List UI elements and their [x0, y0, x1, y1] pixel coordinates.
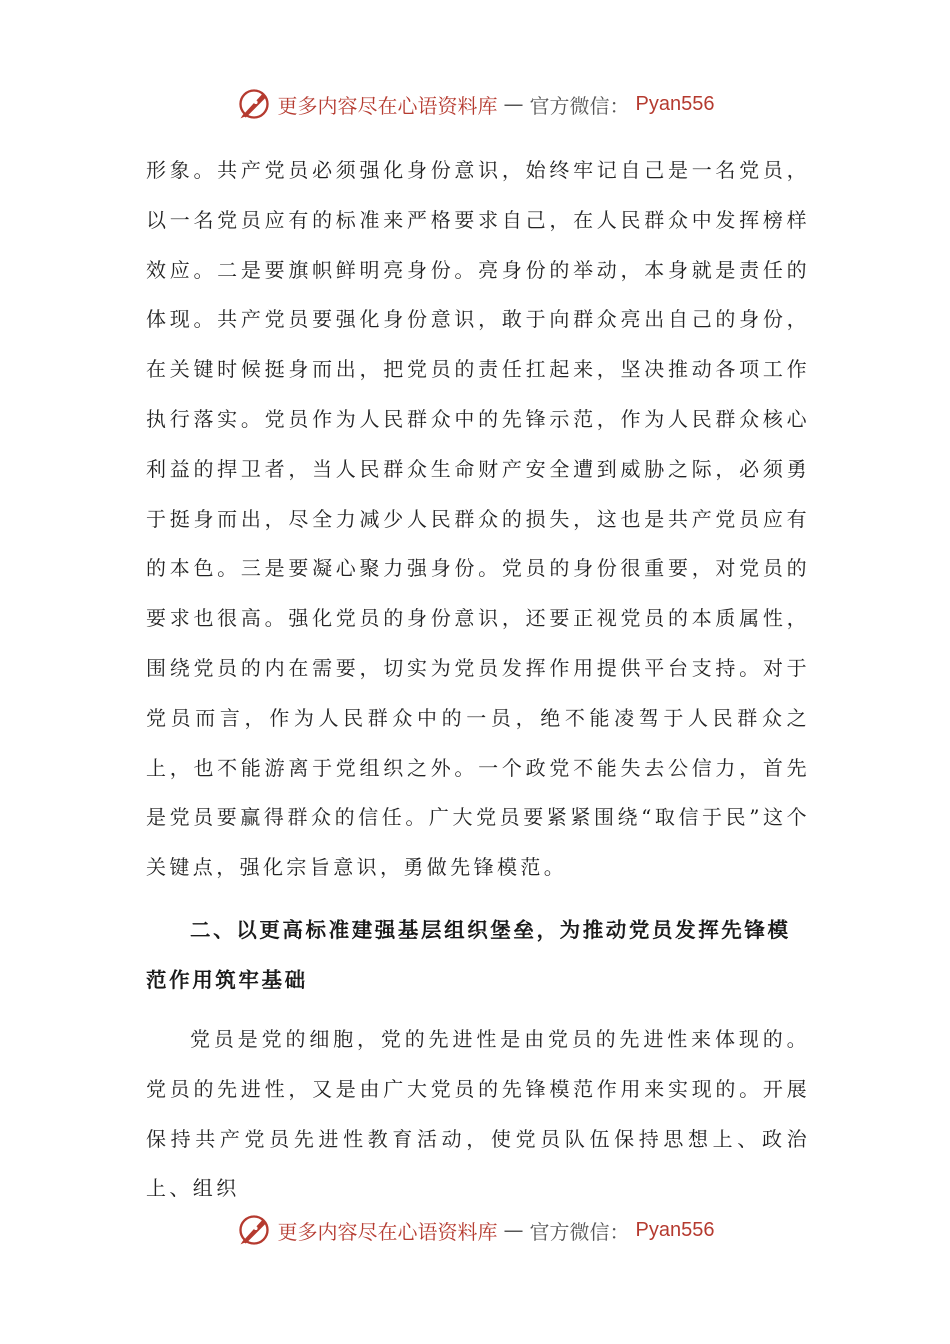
header-watermark	[0, 84, 950, 124]
body-paragraph-2: 党员是党的细胞，党的先进性是由党员的先进性来体现的。党员的先进性，又是由广大党员的先锋模范作用来实现的。开展保持共产党员先进性教育活动，使党员队伍保持思想上、政治上、组织	[146, 1026, 810, 1201]
banner-dash: —	[503, 92, 524, 116]
banner-label: 官方微信：	[529, 93, 630, 118]
body-paragraph-1: 形象。共产党员必须强化身份意识，始终牢记自己是一名党员，以一名党员应有的标准来严格要求自己，在人民群众中发挥榜样效应。二是要旗帜鲜明亮身份。亮身份的举动，本身就是责任的体现。共产党员要强化身份意识，敢于向群众亮出自己的身份，在关键时候挺身而出，把党员的责任扛起来，坚决推动各项工作执行落实。党员作为人民群众中的先锋示范，作为人民群众核心利益的捍卫者，当人民群众生命财产安全遭到威胁之际，必须勇于挺身而出，尽全力减少人民群众的损失，这也是共产党员应有的本色。三是要凝心聚力强身份。党员的身份很重要，对党员的要求也很高。强化党员的身份意识，还要正视党员的本质属性，围绕党员的内在需要，切实为党员发挥作用提供平台支持。对于党员而言，作为人民群众中的一员，绝不能凌驾于人民群众之上，也不能游离于党组织之外。一个政党不能失去公信力，首先是党员要赢得群众的信任。广大党员要紧紧围绕“取信于民”这个关键点，强化宗旨意识，勇做先锋模范。	[146, 158, 810, 880]
banner-wechat-id: Pyan556	[635, 1218, 715, 1241]
document-body	[146, 146, 810, 1214]
banner-wechat-id: Pyan556	[635, 92, 715, 115]
footer-watermark	[0, 1210, 950, 1250]
pen-nib-logo-icon	[236, 86, 272, 122]
pen-nib-logo-icon	[236, 1212, 272, 1248]
banner-label: 官方微信：	[529, 1219, 630, 1244]
banner-main-text: 更多内容尽在心语资料库	[277, 1219, 498, 1244]
banner-dash: —	[503, 1218, 524, 1242]
banner-main-text: 更多内容尽在心语资料库	[277, 93, 498, 118]
section-heading-2: 二、以更高标准建强基层组织堡垒，为推动党员发挥先锋模范作用筑牢基础	[146, 917, 791, 992]
